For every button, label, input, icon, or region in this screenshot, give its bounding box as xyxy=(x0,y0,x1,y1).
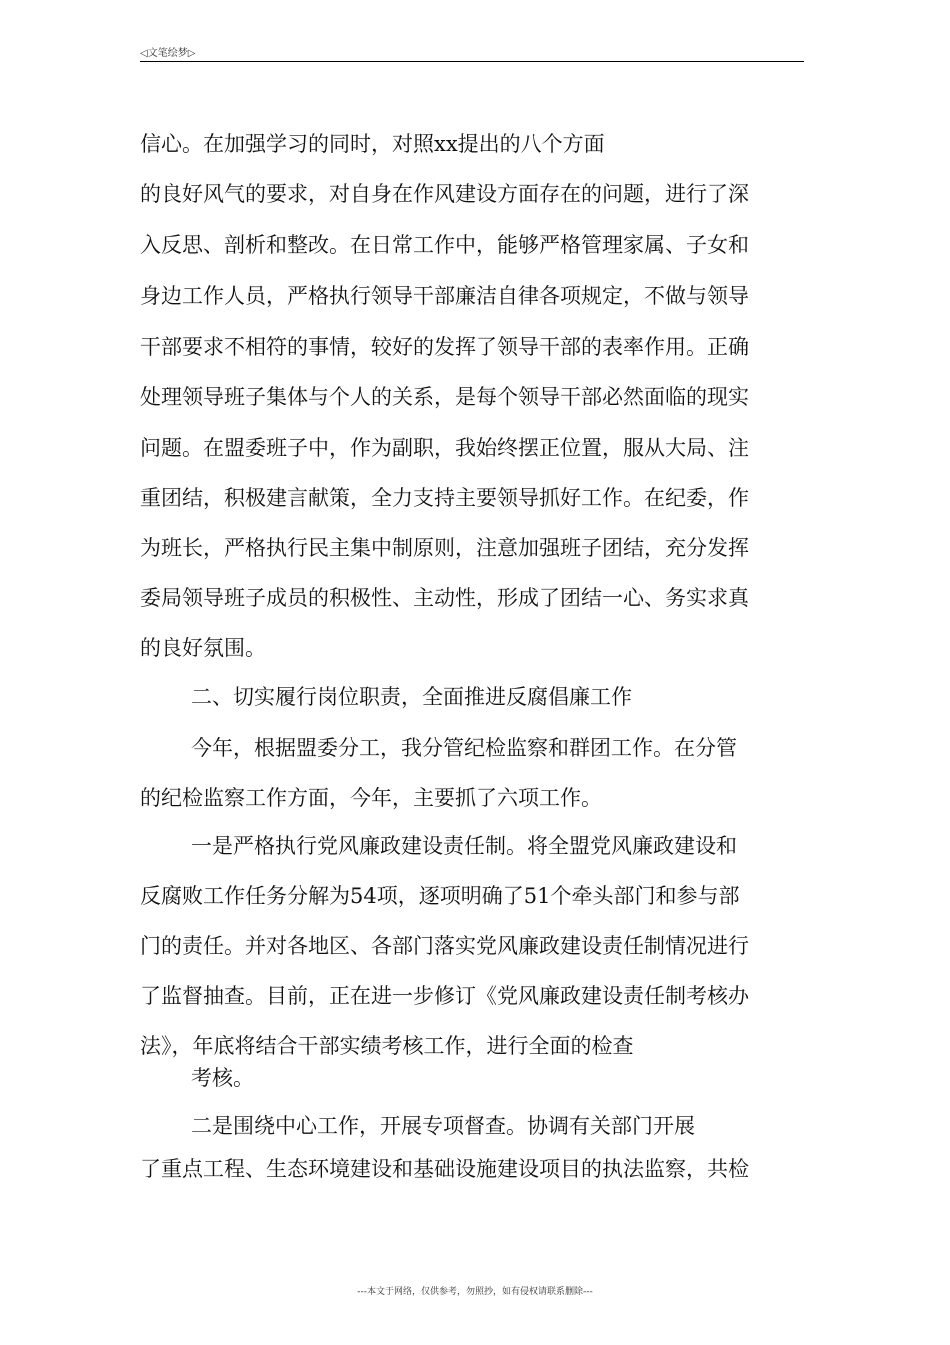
body-line: 干部要求不相符的事情，较好的发挥了领导干部的表率作用。正确 xyxy=(140,335,749,359)
body-line: 一是严格执行党风廉政建设责任制。将全盟党风廉政建设和 xyxy=(191,834,737,858)
body-line: 的纪检监察工作方面，今年，主要抓了六项工作。 xyxy=(140,786,602,810)
body-line: 处理领导班子集体与个人的关系，是每个领导干部必然面临的现实 xyxy=(140,385,749,409)
page-header: ◁文笔绘梦▷ xyxy=(140,48,196,59)
body-line: 反腐败工作任务分解为54项，逐项明确了51个牵头部门和参与部 xyxy=(140,884,740,908)
section-heading: 二、切实履行岗位职责，全面推进反腐倡廉工作 xyxy=(191,685,632,709)
body-line: 问题。在盟委班子中，作为副职，我始终摆正位置，服从大局、注 xyxy=(140,436,749,460)
body-line: 门的责任。并对各地区、各部门落实党风廉政建设责任制情况进行 xyxy=(140,934,749,958)
header-rule xyxy=(140,61,804,62)
body-line: 今年，根据盟委分工，我分管纪检监察和群团工作。在分管 xyxy=(191,736,737,760)
body-line: 法》，年底将结合干部实绩考核工作，进行全面的检查 xyxy=(140,1034,634,1058)
body-line: 为班长，严格执行民主集中制原则，注意加强班子团结，充分发挥 xyxy=(140,536,749,560)
body-line: 身边工作人员，严格执行领导干部廉洁自律各项规定，不做与领导 xyxy=(140,284,749,308)
body-line: 入反思、剖析和整改。在日常工作中，能够严格管理家属、子女和 xyxy=(140,233,749,257)
body-line: 重团结，积极建言献策，全力支持主要领导抓好工作。在纪委，作 xyxy=(140,486,749,510)
body-line: 的良好氛围。 xyxy=(140,636,266,660)
body-line: 信心。在加强学习的同时，对照xx提出的八个方面 xyxy=(140,132,605,156)
body-line: 的良好风气的要求，对自身在作风建设方面存在的问题，进行了深 xyxy=(140,182,749,206)
body-line: 了监督抽查。目前，正在进一步修订《党风廉政建设责任制考核办 xyxy=(140,984,749,1008)
body-line: 了重点工程、生态环境建设和基础设施建设项目的执法监察，共检 xyxy=(140,1157,749,1181)
body-line: 二是围绕中心工作，开展专项督查。协调有关部门开展 xyxy=(191,1114,695,1138)
body-line: 考核。 xyxy=(191,1066,254,1090)
page-footer: ---本文于网络，仅供参考，勿照抄，如有侵权请联系删除--- xyxy=(357,1287,593,1297)
body-line: 委局领导班子成员的积极性、主动性，形成了团结一心、务实求真 xyxy=(140,586,749,610)
